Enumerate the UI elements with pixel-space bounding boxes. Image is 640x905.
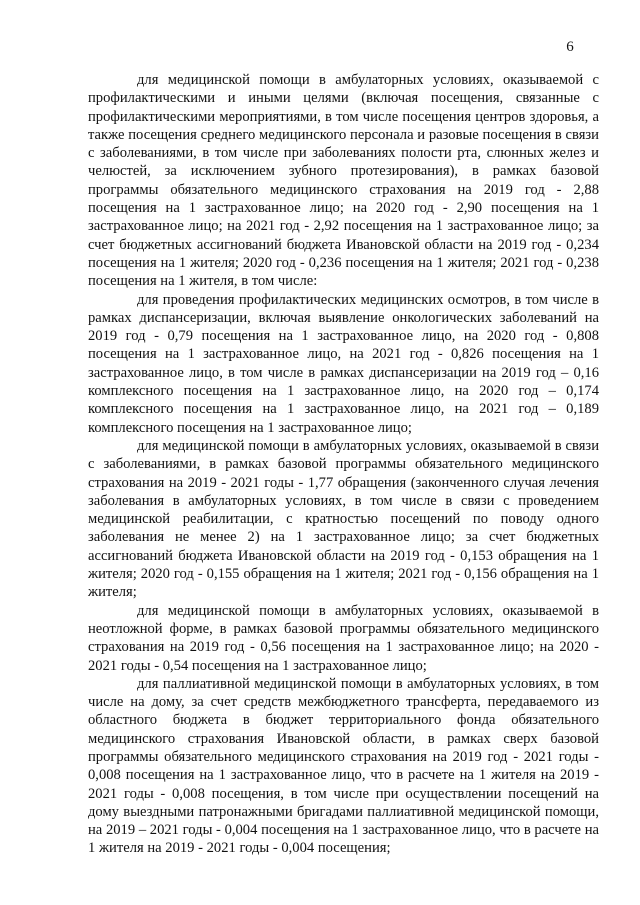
paragraph-preventive-examinations: для проведения профилактических медицинских осмотров, в том числе в рамках диспансеризации, включая выявление онкологических заболеваний на 2019 год - 0,79 посещения на 1 застрахованное лицо, на 2020 год - 0,808 посещения на 1 застрахованное лицо, на 2021 год - 0,826 посещения на 1 застрахованное лицо, в том числе в рамках диспансеризации на 2019 год – 0,16 комплексного посещения на 1 застрахованное лицо, на 2020 год – 0,174 комплексного посещения на 1 застрахованное лицо, на 2021 год – 0,189 комплексного посещения на 1 застрахованное лицо; [88, 291, 599, 436]
paragraph-outpatient-preventive: для медицинской помощи в амбулаторных условиях, оказываемой с профилактическими и иными целями (включая посещения, связанные с профилактическими мероприятиями, в том числе посещения центров здоровья, а также посещения среднего медицинского персонала и разовые посещения в связи с заболеваниями, в том числе при заболеваниях полости рта, слюнных желез и челюстей, за исключением зубного протезирования), в рамках базовой программы обязательного медицинского страхования на 2019 год - 2,88 посещения на 1 застрахованное лицо; на 2020 год - 2,90 посещения на 1 застрахованное лицо; на 2021 год - 2,92 посещения на 1 застрахованное лицо; за счет бюджетных ассигнований бюджета Ивановской области на 2019 год - 0,234 посещения на 1 жителя; 2020 год - 0,236 посещения на 1 жителя; 2021 год - 0,238 посещения на 1 жителя, в том числе: [88, 72, 599, 290]
page-number: 6 [566, 39, 574, 55]
paragraph-outpatient-urgent: для медицинской помощи в амбулаторных условиях, оказываемой в неотложной форме, в рамках базовой программы обязательного медицинского страхования на 2019 год - 0,56 посещения на 1 застрахованное лицо; на 2020 - 2021 годы - 0,54 посещения на 1 застрахованное лицо; [88, 602, 599, 674]
paragraph-palliative-care: для паллиативной медицинской помощи в амбулаторных условиях, в том числе на дому, за счет средств межбюджетного трансферта, передаваемого из областного бюджета в бюджет территориального фонда обязательного медицинского страхования Ивановской области, в рамках сверх базовой программы обязательного медицинского страхования на 2019 год - 2021 годы - 0,008 посещения на 1 застрахованное лицо, что в расчете на 1 жителя на 2019 - 2021 годы - 0,008 посещения, в том числе при осуществлении посещений на дому выездными патронажными бригадами паллиативной медицинской помощи, на 2019 – 2021 годы - 0,004 посещения на 1 застрахованное лицо, что в расчете на 1 жителя на 2019 - 2021 годы - 0,004 посещения; [88, 675, 599, 857]
paragraph-outpatient-diseases: для медицинской помощи в амбулаторных условиях, оказываемой в связи с заболеваниями, в рамках базовой программы обязательного медицинского страхования на 2019 - 2021 годы - 1,77 обращения (законченного случая лечения заболевания в амбулаторных условиях, в том числе в связи с проведением медицинской реабилитации, с кратностью посещений по поводу одного заболевания не менее 2) на 1 застрахованное лицо; за счет бюджетных ассигнований бюджета Ивановской области на 2019 год - 0,153 обращения на 1 жителя; 2020 год - 0,155 обращения на 1 жителя; 2021 год - 0,156 обращения на 1 жителя; [88, 437, 599, 601]
document-body [88, 71, 599, 858]
